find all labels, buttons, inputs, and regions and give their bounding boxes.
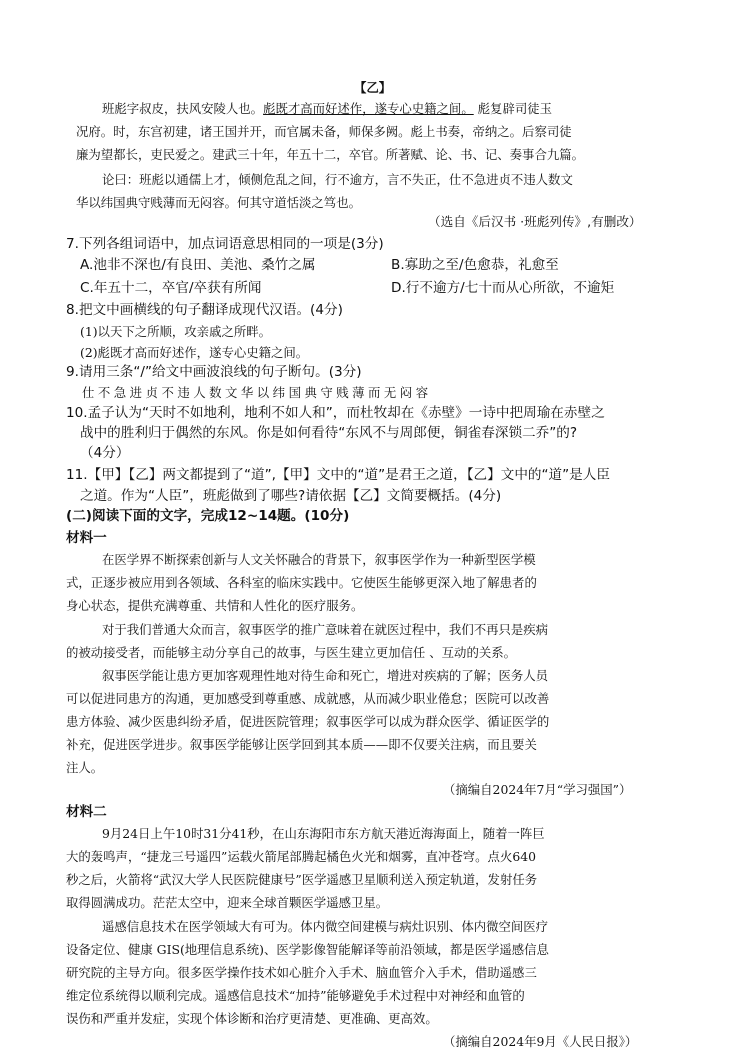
section-heading: (二)阅读下面的文字，完成12~14题。(10分) (66, 508, 350, 524)
material-1-line: 对于我们普通大众而言，叙事医学的推广意味着在就医过程中，我们不再只是疾病 (102, 622, 549, 637)
passage-yi-text: 班彪字叔皮，扶风安陵人也。 (102, 101, 264, 116)
question-8: 8.把文中画横线的句子翻译成现代汉语。(4分) (66, 302, 343, 318)
passage-yi-text: 论曰：班彪以通儒上才，倾侧危乱之间，行不逾方，言不失正，仕不急进贞不违人数文 (102, 172, 573, 187)
material-1-line: 在医学界不断探索创新与人文关怀融合的背景下，叙事医学作为一种新型医学模 (102, 552, 536, 567)
question-8-item: (1)以天下之所顺，攻亲戚之所畔。 (80, 324, 272, 339)
material-2-line: 9月24日上午10时31分41秒，在山东海阳市东方航天港近海海面上，随着一阵巨 (102, 826, 545, 841)
material-1-line: 的被动接受者，而能够主动分享自己的故事，与医生建立更加信任 、互动的关系。 (66, 645, 517, 660)
material-1-line: 注人。 (66, 760, 104, 775)
question-8-item: (2)彪既才高而好述作，遂专心史籍之间。 (80, 345, 309, 360)
material-2-label: 材料二 (66, 804, 107, 820)
question-9-sentence: 仕不急进贞不违人数文华以纬国典守贱薄而无闷容 (82, 385, 432, 400)
question-11: 之道。作为“人臣”，班彪做到了哪些?请依据【乙】文简要概括。(4分) (80, 488, 502, 504)
question-9: 9.请用三条“/”给文中画波浪线的句子断句。(3分) (66, 364, 362, 380)
question-10: 战中的胜利归于偶然的东风。你是如何看待“东风不与周郎便，铜雀春深锁二乔”的? (80, 425, 578, 441)
material-1-line: 身心状态，提供充满尊重、共情和人性化的医疗服务。 (66, 598, 364, 613)
material-1-line: 式，正逐步被应用到各领域、各科室的临床实践中。它使医生能够更深入地了解患者的 (66, 575, 537, 590)
material-2-line: 维定位系统得以顺利完成。遥感信息技术“加持”能够避免手术过程中对神经和血管的 (66, 988, 525, 1003)
option-7c: C.年五十二，卒官/卒获有所闻 (80, 280, 262, 296)
material-1-line: 可以促进同患方的沟通，更加感受到尊重感、成就感，从而减少职业倦怠；医院可以改善 (66, 691, 550, 706)
material-1-line: 补充，促进医学进步。叙事医学能够让医学回到其本质——即不仅要关注病，而且要关 (66, 737, 537, 752)
question-7: 7.下列各组词语中，加点词语意思相同的一项是(3分) (66, 236, 384, 252)
option-7a: A.池非不深也/有良田、美池、桑竹之属 (80, 257, 316, 273)
material-2-line: 取得圆满成功。茫茫太空中，迎来全球首颗医学遥感卫星。 (66, 895, 389, 910)
material-2-source: （摘编自2024年9月《人民日报》） (443, 1034, 638, 1049)
underlined-sentence: 彪既才高而好述作，遂专心史籍之间。 (263, 101, 474, 116)
material-2-line: 研究院的主导方向。很多医学操作技术如心脏介入手术、脑血管介入手术，借助遥感三 (66, 965, 537, 980)
material-2-line: 设备定位、健康 GIS(地理信息系统)、医学影像智能解译等前沿领域，都是医学遥感信息 (66, 942, 549, 957)
passage-yi-line: 廉为望都长，吏民爱之。建武三十年，年五十二，卒官。所著赋、论、书、记、奏事合九篇。 (76, 147, 585, 162)
option-7b: B.寡助之至/色愈恭，礼愈至 (391, 257, 559, 273)
material-2-line: 秒之后，火箭将“武汉大学人民医院健康号”医学遥感卫星顺利送入预定轨道，发射任务 (66, 872, 538, 887)
material-1-source: （摘编自2024年7月“学习强国”） (443, 782, 632, 797)
passage-yi-text: 彪复辟司徒玉 (477, 101, 553, 116)
passage-yi-line (102, 101, 552, 117)
material-2-line: 误伤和严重并发症，实现个体诊断和治疗更清楚、更准确、更高效。 (66, 1011, 438, 1026)
material-1-label: 材料一 (66, 530, 107, 546)
passage-source: （选自《后汉书 ·班彪列传》,有删改） (428, 214, 642, 229)
passage-yi-line: 华以纬国典守贱薄而无闷容。何其守道恬淡之笃也。 (76, 195, 361, 210)
material-2-line: 大的轰鸣声，“捷龙三号遥四”运载火箭尾部腾起橘色火光和烟雾，直冲苍穹。点火640 (66, 849, 536, 864)
question-10: 10.孟子认为“天时不如地利，地利不如人和”，而杜牧却在《赤壁》一诗中把周瑜在赤壁之 (66, 405, 605, 421)
passage-yi-line: 况府。时，东宫初建，诸王国并开，而官属未备，师保多阙。彪上书奏，帝纳之。后察司徒 (76, 124, 572, 139)
material-1-line: 患方体验、减少医患纠纷矛盾，促进医院管理；叙事医学可以成为群众医学、循证医学的 (66, 714, 550, 729)
passage-yi-label: 【乙】 (354, 80, 392, 95)
material-1-line: 叙事医学能让患方更加客观理性地对待生命和死亡，增进对疾病的了解；医务人员 (102, 668, 549, 683)
option-7d: D.行不逾方/七十而从心所欲，不逾矩 (391, 280, 615, 296)
question-10: （4分） (80, 445, 130, 461)
material-2-line: 遥感信息技术在医学领域大有可为。体内微空间建模与病灶识别、体内微空间医疗 (102, 919, 549, 934)
passage-yi-line (102, 172, 573, 188)
question-11: 11.【甲】【乙】两文都提到了“道”,【甲】文中的“道”是君王之道，【乙】文中的“道”是人臣 (66, 467, 610, 483)
